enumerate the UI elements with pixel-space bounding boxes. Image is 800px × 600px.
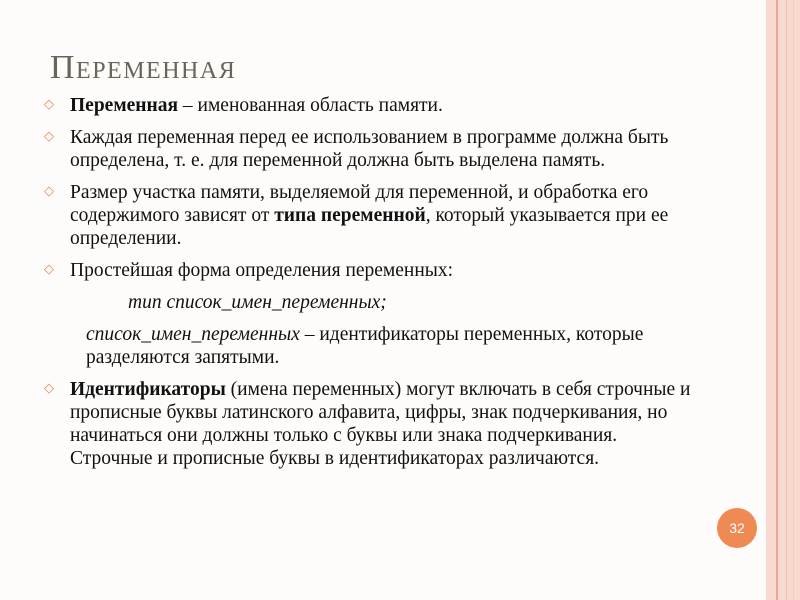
bullet-text: Каждая переменная перед ее использованием в программе должна быть определена, т. е. для переменной должна быть выделена память. [70, 127, 669, 171]
explanation-line [44, 323, 704, 369]
bullet-text: Размер участка памяти, выделяемой для переменной, и обработка его содержимого зависят от [70, 182, 649, 226]
decorative-line [793, 0, 794, 600]
bullet-diamond-icon: ◇ [44, 380, 54, 395]
slide-number-badge: 32 [717, 508, 757, 548]
bullet-item [44, 181, 704, 250]
bullet-diamond-icon: ◇ [44, 96, 54, 111]
syntax-term: список_имен_переменных [86, 324, 300, 345]
bullet-item [44, 378, 704, 470]
bullet-diamond-icon: ◇ [44, 183, 54, 198]
bullet-text: Простейшая форма определения переменных: [70, 260, 454, 281]
decorative-line [776, 0, 778, 600]
bullet-item [44, 94, 704, 117]
bullet-diamond-icon: ◇ [44, 128, 54, 143]
decorative-side-band [766, 0, 800, 600]
bullet-text: (имена переменных) могут включать в себя строчные и прописные буквы латинского алфавита, цифры, знак подчеркивания, но начинаться они должны только с буквы или знака подчеркивания. Строчные и прописные буквы в идентификаторах различаются. [70, 379, 691, 469]
syntax-text: тип список_имен_переменных; [128, 292, 387, 313]
term-variable-type: типа переменной [274, 205, 426, 226]
bullet-item [44, 259, 704, 282]
bullet-diamond-icon: ◇ [44, 261, 54, 276]
syntax-line [44, 291, 704, 314]
slide-title: Переменная [50, 49, 237, 86]
term-identifiers: Идентификаторы [70, 379, 226, 400]
explanation-text: – идентификаторы переменных, которые разделяются запятыми. [86, 324, 644, 368]
slide-content [44, 94, 704, 479]
term-variable: Переменная [70, 95, 179, 116]
decorative-line [786, 0, 787, 600]
bullet-text: , который указывается при ее определении. [70, 205, 669, 249]
bullet-item [44, 126, 704, 172]
definition-text: – именованная область памяти. [178, 95, 443, 116]
